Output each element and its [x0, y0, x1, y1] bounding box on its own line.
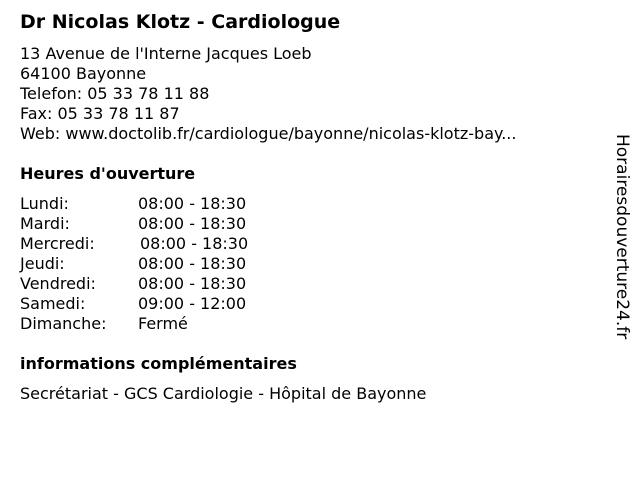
hours-row-sunday — [20, 314, 420, 334]
opening-hours-list — [20, 194, 420, 334]
day-label: Mercredi: — [20, 234, 95, 253]
street-address: 13 Avenue de l'Interne Jacques Loeb — [20, 44, 312, 63]
day-label: Dimanche: — [20, 314, 107, 333]
phone-number: Telefon: 05 33 78 11 88 — [20, 84, 210, 103]
contact-block — [20, 44, 516, 144]
time-value: 08:00 - 18:30 — [138, 274, 247, 293]
time-value: 08:00 - 18:30 — [140, 234, 249, 253]
site-watermark: Horairesdouverture24.fr — [612, 134, 632, 340]
hours-row-monday — [20, 194, 420, 214]
time-value: Fermé — [138, 314, 188, 333]
fax-number: Fax: 05 33 78 11 87 — [20, 104, 180, 123]
hours-row-saturday — [20, 294, 420, 314]
day-label: Lundi: — [20, 194, 69, 213]
day-label: Vendredi: — [20, 274, 96, 293]
day-label: Jeudi: — [20, 254, 65, 273]
hours-row-thursday — [20, 254, 420, 274]
website: Web: www.doctolib.fr/cardiologue/bayonne/nicolas-klotz-bay... — [20, 124, 517, 143]
additional-info-text: Secrétariat - GCS Cardiologie - Hôpital de Bayonne — [20, 384, 427, 403]
time-value: 08:00 - 18:30 — [138, 194, 247, 213]
hours-row-friday — [20, 274, 420, 294]
day-label: Mardi: — [20, 214, 70, 233]
hours-row-wednesday — [20, 234, 420, 254]
city-address: 64100 Bayonne — [20, 64, 147, 83]
day-label: Samedi: — [20, 294, 86, 313]
time-value: 08:00 - 18:30 — [138, 254, 247, 273]
additional-info-heading: informations complémentaires — [20, 354, 297, 373]
hours-row-tuesday — [20, 214, 420, 234]
page-title: Dr Nicolas Klotz - Cardiologue — [20, 11, 341, 33]
time-value: 08:00 - 18:30 — [138, 214, 247, 233]
opening-hours-heading: Heures d'ouverture — [20, 164, 196, 183]
time-value: 09:00 - 12:00 — [138, 294, 247, 313]
